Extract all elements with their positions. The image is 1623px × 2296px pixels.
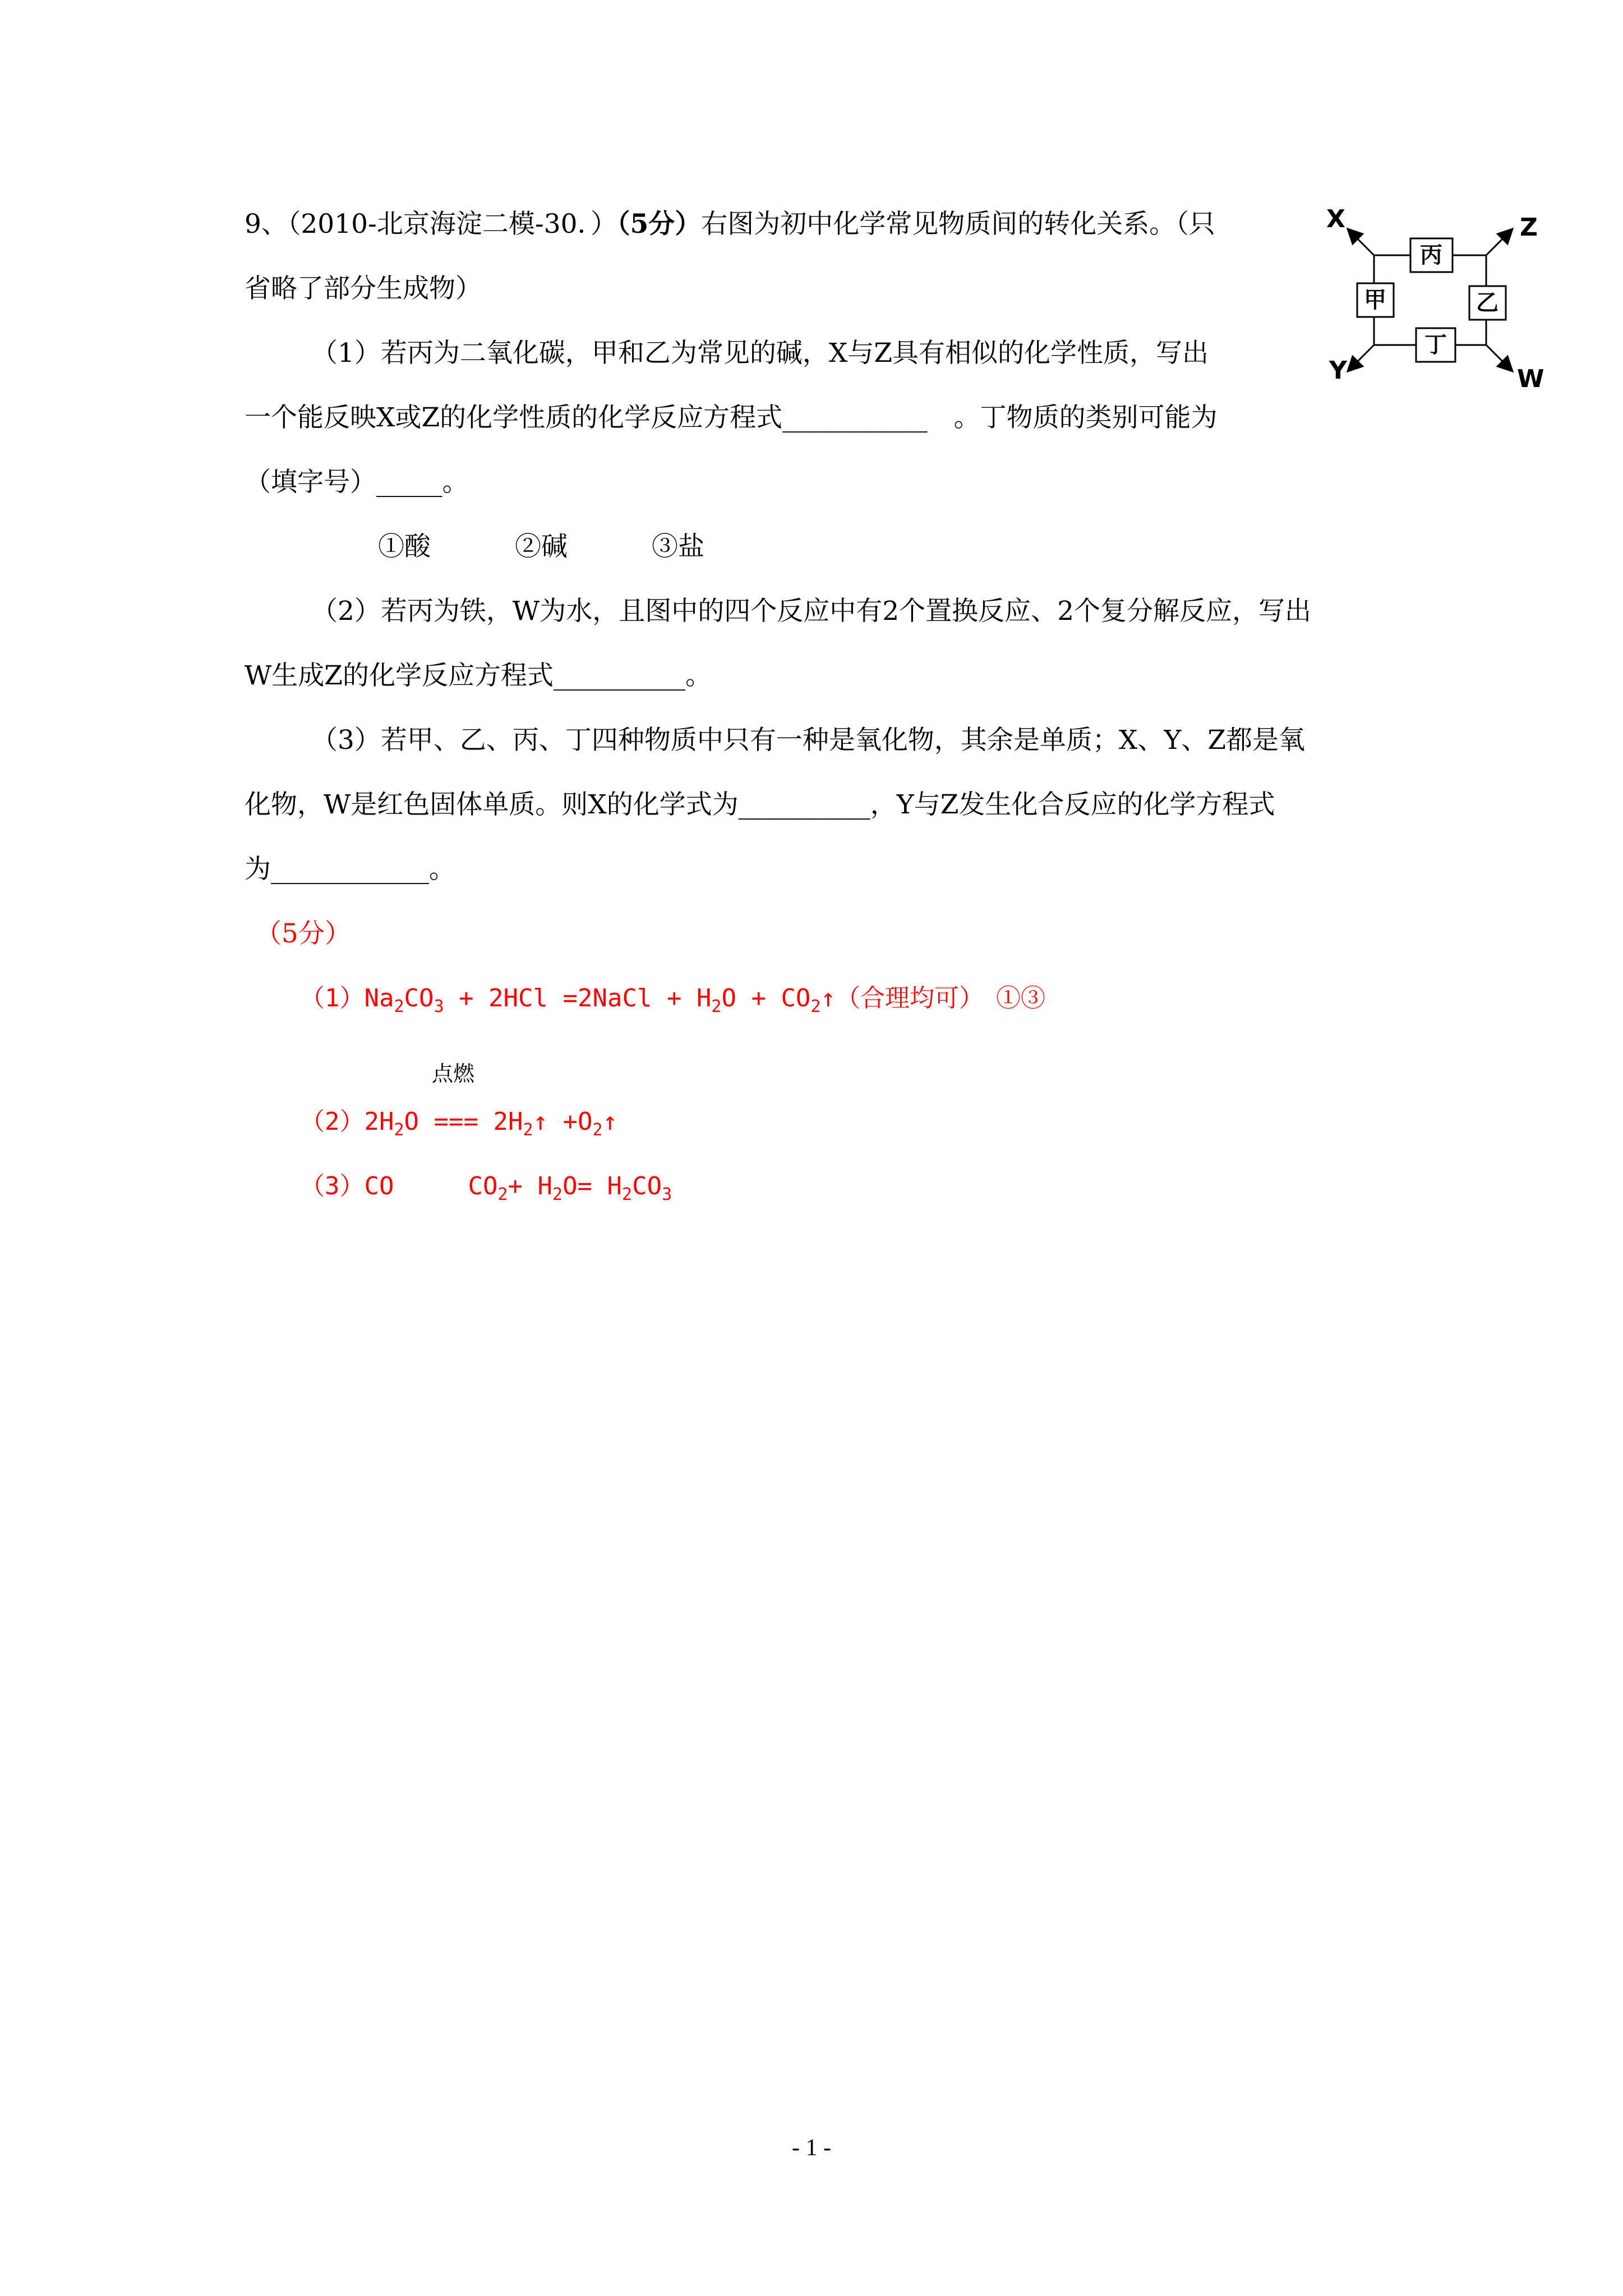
sub: 2 [622,1185,633,1204]
part1-line-3: （填字号）_____。 [245,467,469,498]
answer-1-text: + 2HCl =2NaCl + H [444,984,712,1013]
answer-1-text: CO [404,984,434,1013]
answer-2-text: （2）2H [300,1107,394,1136]
sub: 3 [662,1185,672,1204]
part2-line-2: W生成Z的化学反应方程式__________。 [245,660,712,691]
label-x: X [1326,205,1345,233]
answer-score: （5分） [255,918,351,949]
answer-2-text: O === 2H [404,1107,523,1136]
label-yi: 乙 [1476,290,1498,316]
answer-3-text: + H [508,1172,552,1200]
label-y: Y [1329,356,1347,385]
part3-line-2: 化物，W是红色固体单质。则X的化学式为__________，Y与Z发生化合反应的化学方程式 [245,789,1275,820]
option-salt: ③盐 [652,531,704,562]
label-jia: 甲 [1364,287,1386,313]
sub: 2 [523,1120,533,1140]
option-acid: ①酸 [378,531,431,562]
question-source: 9、（2010-北京海淀二模-30．） [245,209,617,240]
answer-3-text: （3）CO CO [300,1172,498,1200]
answer-3 [300,1170,672,1203]
part1-line-2: 一个能反映X或Z的化学性质的化学反应方程式___________ 。丁物质的类别可能为 [245,402,1218,433]
label-ding: 丁 [1424,332,1447,358]
answer-1-text: O + CO [721,984,811,1013]
answer-1 [300,982,1045,1015]
answer-3-text: O= H [562,1172,623,1200]
conversion-diagram [1318,205,1553,395]
question-score: （5分） [617,209,702,240]
label-z: Z [1520,213,1538,242]
sub: 3 [434,997,444,1016]
sub: 2 [394,1120,404,1140]
reaction-condition: 点燃 [432,1061,475,1086]
page-number: - 1 - [792,2135,831,2161]
arrow-to-y [1349,345,1374,370]
part3-line-3: 为____________。 [245,854,455,885]
part2-line-1: （2）若丙为铁，W为水，且图中的四个反应中有2个置换反应、2个复分解反应，写出 [311,596,1312,627]
arrow-to-x [1349,230,1374,255]
option-list [378,530,789,564]
sub: 2 [592,1120,603,1140]
sub: 2 [711,997,722,1016]
answer-1-text: （1）Na [300,984,394,1013]
part3-line-1: （3）若甲、乙、丙、丁四种物质中只有一种是氧化物，其余是单质；X、Y、Z都是氧 [311,725,1306,756]
sub: 2 [552,1185,563,1204]
label-w: W [1517,365,1544,393]
label-bing: 丙 [1420,242,1442,268]
answer-2-text: ↑ +O [533,1107,593,1136]
arrow-to-z [1486,230,1511,255]
answer-2 [300,1105,617,1139]
answer-2-text: ↑ [602,1107,618,1136]
question-line-2: 省略了部分生成物） [245,273,482,304]
sub: 2 [394,997,404,1016]
sub: 2 [497,1185,508,1204]
sub: 2 [810,997,821,1016]
answer-1-text: ↑（合理均可） ①③ [820,984,1045,1013]
question-intro: 右图为初中化学常见物质间的转化关系。（只 [701,209,1215,240]
part1-line-1: （1）若丙为二氧化碳，甲和乙为常见的碱，X与Z具有相似的化学性质，写出 [311,338,1209,369]
option-base: ②碱 [515,531,568,562]
answer-3-text: CO [632,1172,662,1200]
arrow-to-w [1486,345,1511,370]
question-line-1 [245,208,1215,241]
